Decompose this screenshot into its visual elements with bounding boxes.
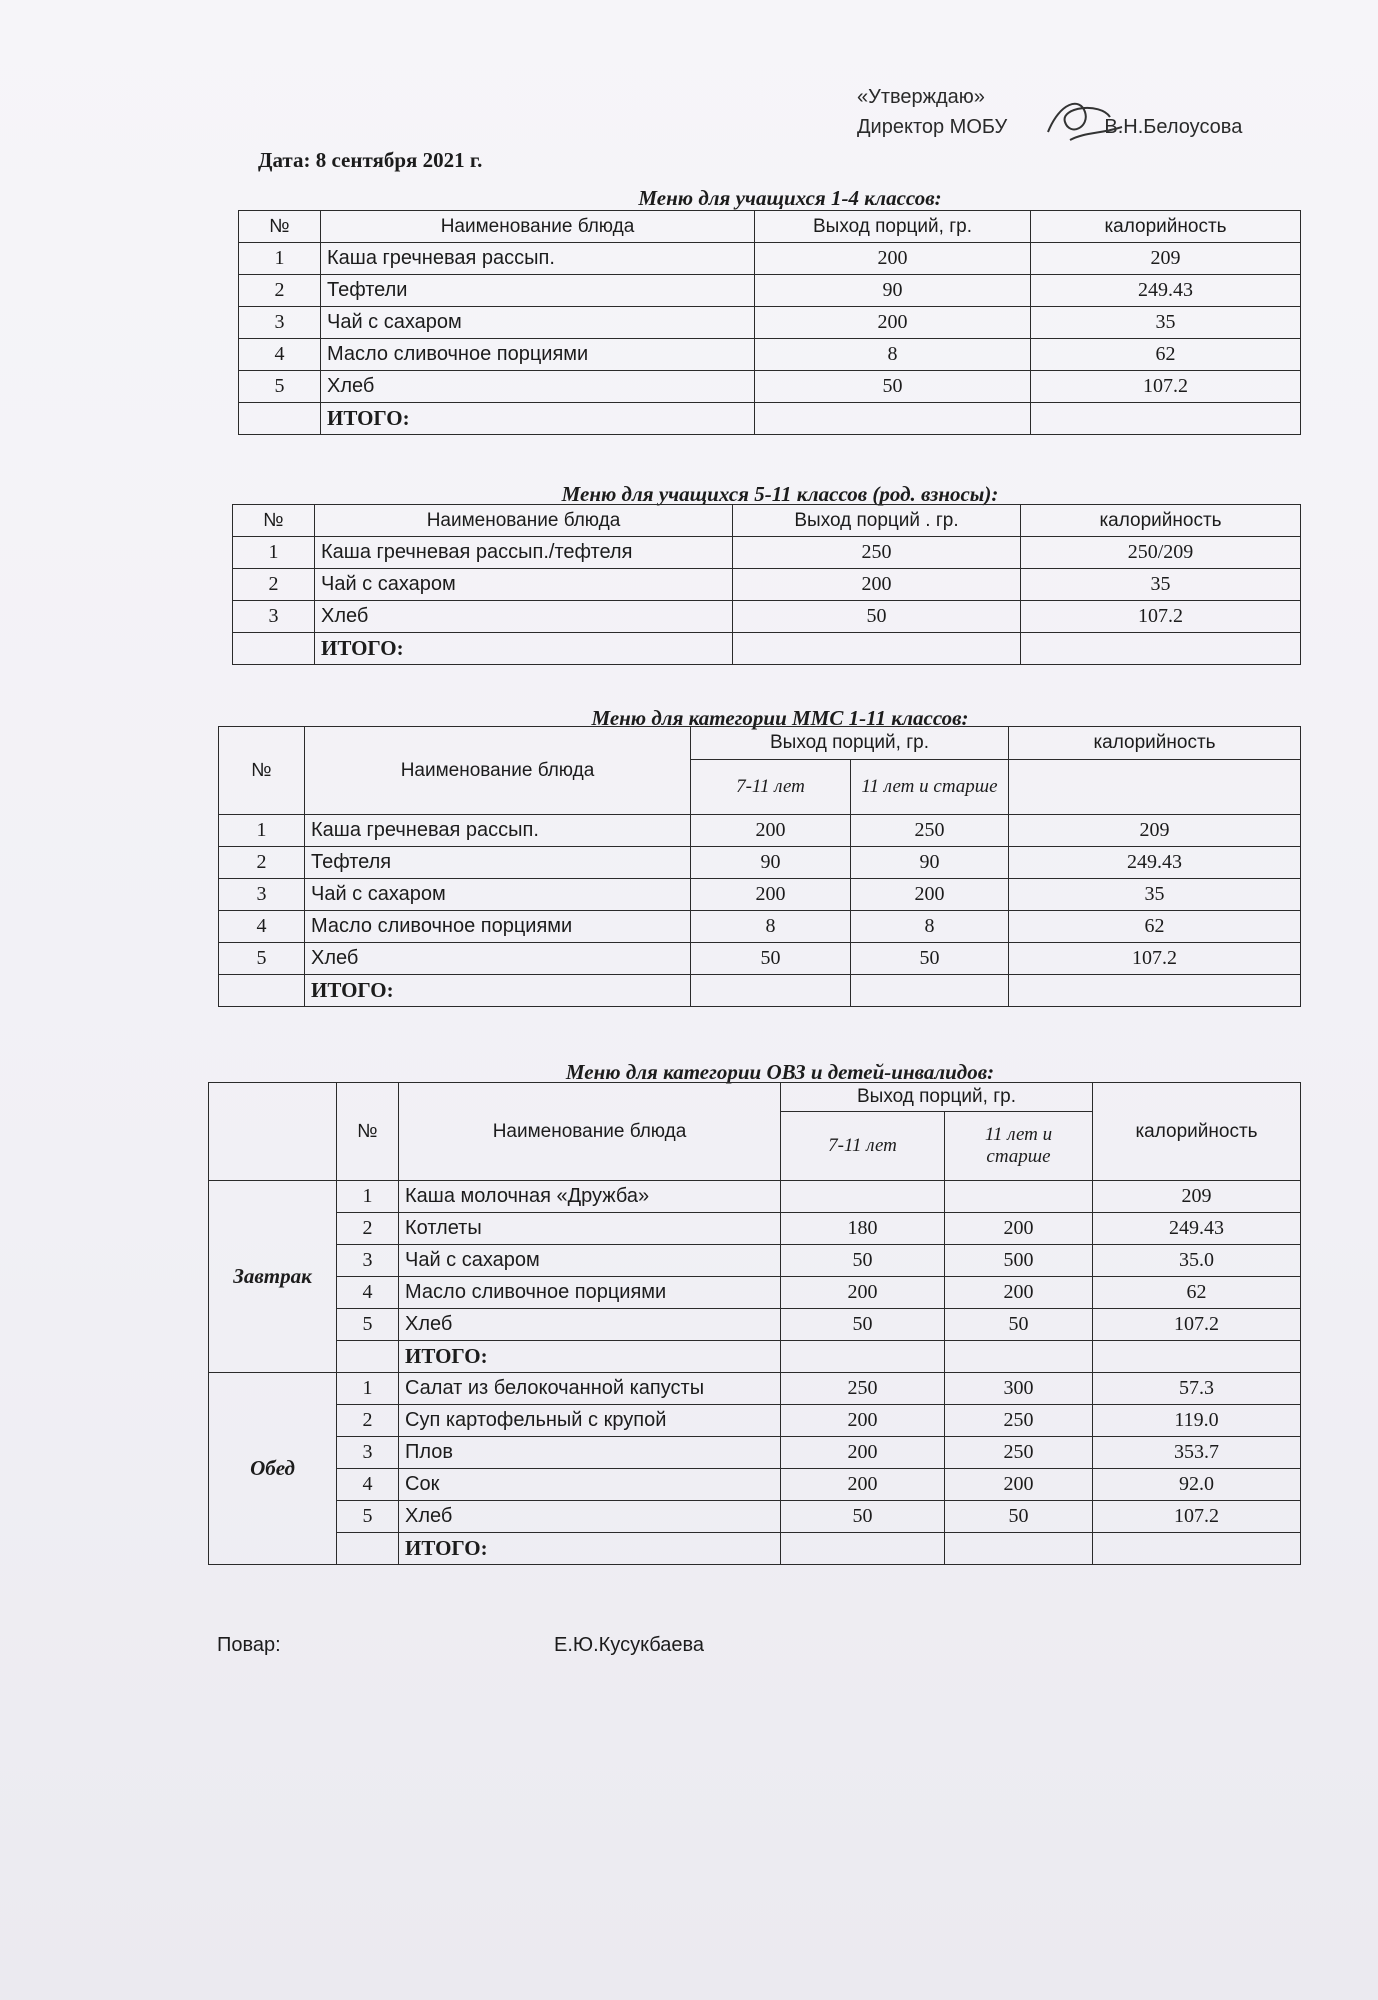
dish-name: Сок xyxy=(399,1469,781,1501)
dish-output-b: 500 xyxy=(945,1245,1093,1277)
menu1-table xyxy=(238,210,1301,435)
row-no: 4 xyxy=(337,1277,399,1309)
dish-calories: 62 xyxy=(1009,911,1301,943)
dish-name: Каша гречневая рассып./тефтеля xyxy=(315,537,733,569)
dish-calories: 209 xyxy=(1009,815,1301,847)
meal-lunch: Обед xyxy=(209,1373,337,1565)
row-no: 2 xyxy=(219,847,305,879)
table-row xyxy=(209,1437,1301,1469)
col-dish: Наименование блюда xyxy=(315,505,733,537)
dish-calories: 107.2 xyxy=(1031,371,1301,403)
dish-output-b: 50 xyxy=(945,1501,1093,1533)
cook-name: Е.Ю.Кусукбаева xyxy=(554,1634,705,1656)
col-calories: калорийность xyxy=(1031,211,1301,243)
total-label: ИТОГО: xyxy=(399,1533,781,1565)
col-output: Выход порций . гр. xyxy=(733,505,1021,537)
row-no: 3 xyxy=(337,1245,399,1277)
dish-name: Хлеб xyxy=(315,601,733,633)
row-no: 5 xyxy=(337,1309,399,1341)
row-no: 1 xyxy=(219,815,305,847)
dish-name: Масло сливочное порциями xyxy=(305,911,691,943)
row-no: 2 xyxy=(233,569,315,601)
table-row xyxy=(209,1373,1301,1405)
menu4-table xyxy=(208,1082,1301,1565)
dish-output-a: 200 xyxy=(781,1469,945,1501)
dish-output-b: 250 xyxy=(945,1437,1093,1469)
dish-name: Хлеб xyxy=(305,943,691,975)
total-row xyxy=(233,633,1301,665)
dish-calories: 249.43 xyxy=(1093,1213,1301,1245)
cook-label: Повар: xyxy=(217,1634,281,1656)
dish-output-a: 200 xyxy=(781,1277,945,1309)
table-row xyxy=(233,569,1301,601)
dish-calories: 35 xyxy=(1009,879,1301,911)
table-row xyxy=(209,1469,1301,1501)
table-header-row xyxy=(239,211,1301,243)
menu1-caption: Меню для учащихся 1-4 классов: xyxy=(638,186,942,210)
dish-output: 90 xyxy=(755,275,1031,307)
col-dish: Наименование блюда xyxy=(399,1083,781,1181)
table-row xyxy=(233,601,1301,633)
dish-calories: 107.2 xyxy=(1021,601,1301,633)
col-output: Выход порций, гр. xyxy=(755,211,1031,243)
dish-output-a: 250 xyxy=(781,1373,945,1405)
dish-name: Чай с сахаром xyxy=(305,879,691,911)
dish-name: Чай с сахаром xyxy=(315,569,733,601)
dish-output-b: 90 xyxy=(851,847,1009,879)
table-row xyxy=(209,1245,1301,1277)
dish-output: 200 xyxy=(755,307,1031,339)
col-age-11-plus: 11 лет и старше xyxy=(851,760,1009,815)
approve-label: «Утверждаю» xyxy=(857,86,985,108)
table-row xyxy=(209,1309,1301,1341)
dish-output-a: 50 xyxy=(691,943,851,975)
dish-output-a: 200 xyxy=(691,879,851,911)
row-no: 5 xyxy=(337,1501,399,1533)
dish-calories: 249.43 xyxy=(1009,847,1301,879)
dish-name: Плов xyxy=(399,1437,781,1469)
row-no: 5 xyxy=(219,943,305,975)
dish-output-a: 90 xyxy=(691,847,851,879)
total-row xyxy=(209,1341,1301,1373)
col-output: Выход порций, гр. xyxy=(781,1083,1093,1112)
dish-calories: 353.7 xyxy=(1093,1437,1301,1469)
menu3-table xyxy=(218,726,1301,1007)
table-row xyxy=(239,275,1301,307)
dish-calories: 35 xyxy=(1031,307,1301,339)
signature-icon xyxy=(1040,92,1130,152)
col-calories: калорийность xyxy=(1093,1083,1301,1181)
row-no: 1 xyxy=(337,1373,399,1405)
dish-output-a: 50 xyxy=(781,1501,945,1533)
row-no: 5 xyxy=(239,371,321,403)
table-row xyxy=(219,943,1301,975)
dish-calories: 62 xyxy=(1093,1277,1301,1309)
dish-calories: 250/209 xyxy=(1021,537,1301,569)
row-no: 4 xyxy=(239,339,321,371)
table-row xyxy=(239,339,1301,371)
dish-name: Котлеты xyxy=(399,1213,781,1245)
menu4-caption: Меню для категории ОВЗ и детей-инвалидов: xyxy=(565,1060,995,1084)
total-label: ИТОГО: xyxy=(399,1341,781,1373)
dish-output: 8 xyxy=(755,339,1031,371)
dish-output-b: 250 xyxy=(945,1405,1093,1437)
total-row xyxy=(239,403,1301,435)
dish-name: Суп картофельный с крупой xyxy=(399,1405,781,1437)
dish-output-a: 8 xyxy=(691,911,851,943)
total-label: ИТОГО: xyxy=(305,975,691,1007)
table-row xyxy=(239,243,1301,275)
dish-output-b: 50 xyxy=(851,943,1009,975)
dish-calories: 92.0 xyxy=(1093,1469,1301,1501)
dish-calories: 209 xyxy=(1093,1181,1301,1213)
dish-output-a: 200 xyxy=(781,1437,945,1469)
meal-breakfast: Завтрак xyxy=(209,1181,337,1373)
table-row xyxy=(209,1501,1301,1533)
dish-calories: 57.3 xyxy=(1093,1373,1301,1405)
table-row xyxy=(239,307,1301,339)
dish-name: Каша гречневая рассып. xyxy=(305,815,691,847)
dish-output-b: 300 xyxy=(945,1373,1093,1405)
row-no: 1 xyxy=(233,537,315,569)
dish-calories: 107.2 xyxy=(1093,1309,1301,1341)
dish-output-b: 8 xyxy=(851,911,1009,943)
col-age-11-plus: 11 лет и старше xyxy=(945,1112,1093,1181)
menu2-table xyxy=(232,504,1301,665)
dish-calories: 35 xyxy=(1021,569,1301,601)
document-date: Дата: 8 сентября 2021 г. xyxy=(258,148,483,172)
dish-output-b xyxy=(945,1181,1093,1213)
director-title: Директор МОБУ xyxy=(857,116,1008,138)
table-header-row xyxy=(209,1083,1301,1112)
col-dish: Наименование блюда xyxy=(305,727,691,815)
dish-calories: 249.43 xyxy=(1031,275,1301,307)
total-label: ИТОГО: xyxy=(321,403,755,435)
menu3-caption: Меню для категории ММС 1-11 классов: xyxy=(591,706,969,730)
dish-output-b: 250 xyxy=(851,815,1009,847)
col-no: № xyxy=(239,211,321,243)
row-no: 3 xyxy=(219,879,305,911)
dish-name: Хлеб xyxy=(399,1501,781,1533)
col-dish: Наименование блюда xyxy=(321,211,755,243)
dish-name: Хлеб xyxy=(321,371,755,403)
total-row xyxy=(219,975,1301,1007)
dish-name: Тефтели xyxy=(321,275,755,307)
table-row xyxy=(233,537,1301,569)
col-age-7-11: 7-11 лет xyxy=(691,760,851,815)
dish-output: 200 xyxy=(733,569,1021,601)
dish-output-a: 50 xyxy=(781,1245,945,1277)
col-age-7-11: 7-11 лет xyxy=(781,1112,945,1181)
row-no: 2 xyxy=(337,1405,399,1437)
dish-name: Каша молочная «Дружба» xyxy=(399,1181,781,1213)
dish-name: Салат из белокочанной капусты xyxy=(399,1373,781,1405)
dish-output-a: 50 xyxy=(781,1309,945,1341)
row-no: 4 xyxy=(219,911,305,943)
col-output: Выход порций, гр. xyxy=(691,727,1009,760)
dish-calories: 107.2 xyxy=(1009,943,1301,975)
col-no: № xyxy=(233,505,315,537)
row-no: 3 xyxy=(337,1437,399,1469)
dish-name: Масло сливочное порциями xyxy=(399,1277,781,1309)
director-name: В.Н.Белоусова xyxy=(1104,116,1243,138)
table-row xyxy=(219,911,1301,943)
col-calories: калорийность xyxy=(1009,727,1301,760)
table-row xyxy=(209,1213,1301,1245)
dish-output: 50 xyxy=(733,601,1021,633)
dish-calories: 119.0 xyxy=(1093,1405,1301,1437)
dish-name: Чай с сахаром xyxy=(399,1245,781,1277)
row-no: 4 xyxy=(337,1469,399,1501)
col-no: № xyxy=(337,1083,399,1181)
row-no: 1 xyxy=(337,1181,399,1213)
dish-calories: 35.0 xyxy=(1093,1245,1301,1277)
dish-output-b: 50 xyxy=(945,1309,1093,1341)
dish-output: 50 xyxy=(755,371,1031,403)
menu2-caption: Меню для учащихся 5-11 классов (род. взносы): xyxy=(561,482,999,506)
dish-calories: 209 xyxy=(1031,243,1301,275)
col-no: № xyxy=(219,727,305,815)
table-row xyxy=(209,1181,1301,1213)
table-row xyxy=(219,879,1301,911)
table-row xyxy=(219,815,1301,847)
dish-output-b: 200 xyxy=(851,879,1009,911)
total-row xyxy=(209,1533,1301,1565)
row-no: 3 xyxy=(239,307,321,339)
dish-output: 200 xyxy=(755,243,1031,275)
dish-output-b: 200 xyxy=(945,1469,1093,1501)
dish-output-b: 200 xyxy=(945,1277,1093,1309)
dish-name: Чай с сахаром xyxy=(321,307,755,339)
table-row xyxy=(209,1277,1301,1309)
dish-output-a: 200 xyxy=(691,815,851,847)
table-row xyxy=(209,1405,1301,1437)
table-header-row xyxy=(233,505,1301,537)
table-row xyxy=(219,847,1301,879)
dish-calories: 107.2 xyxy=(1093,1501,1301,1533)
dish-name: Хлеб xyxy=(399,1309,781,1341)
total-label: ИТОГО: xyxy=(315,633,733,665)
row-no: 1 xyxy=(239,243,321,275)
dish-output-a xyxy=(781,1181,945,1213)
dish-output-b: 200 xyxy=(945,1213,1093,1245)
dish-name: Каша гречневая рассып. xyxy=(321,243,755,275)
table-row xyxy=(239,371,1301,403)
row-no: 2 xyxy=(337,1213,399,1245)
row-no: 3 xyxy=(233,601,315,633)
dish-name: Масло сливочное порциями xyxy=(321,339,755,371)
table-header-row xyxy=(219,727,1301,760)
dish-output-a: 200 xyxy=(781,1405,945,1437)
dish-output-a: 180 xyxy=(781,1213,945,1245)
dish-output: 250 xyxy=(733,537,1021,569)
col-calories: калорийность xyxy=(1021,505,1301,537)
row-no: 2 xyxy=(239,275,321,307)
dish-calories: 62 xyxy=(1031,339,1301,371)
dish-name: Тефтеля xyxy=(305,847,691,879)
